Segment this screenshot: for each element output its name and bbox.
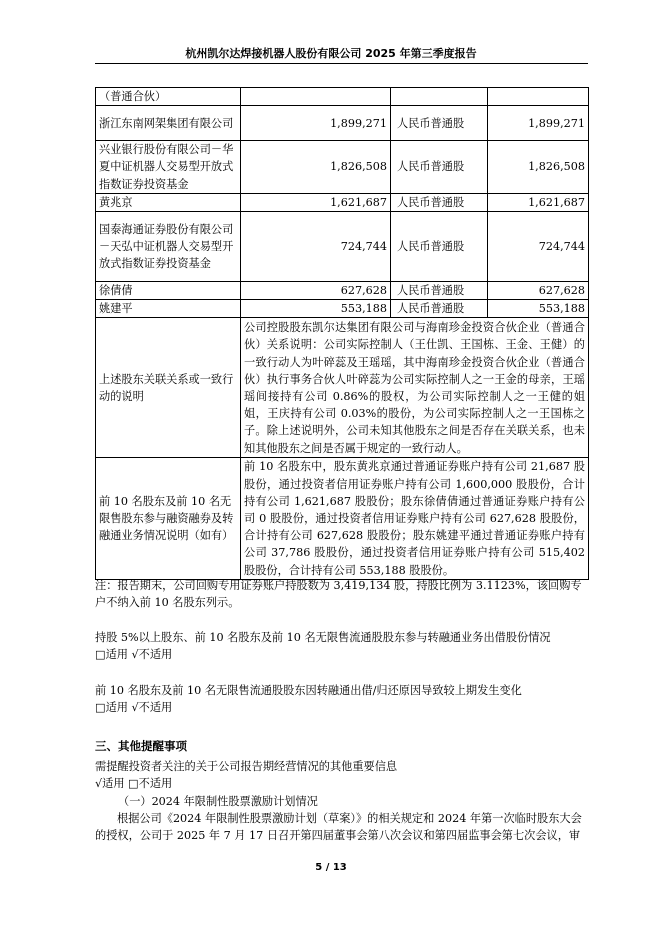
shares-held: 724,744 <box>241 212 391 282</box>
share-type: 人民币普通股 <box>391 282 488 300</box>
table-row <box>96 193 589 211</box>
section-title: 三、其他提醒事项 <box>95 739 187 753</box>
report-header-title: 杭州凯尔达焊接机器人股份有限公司 2025 年第三季度报告 <box>185 47 477 60</box>
table-row <box>96 212 589 282</box>
related-note-text: 公司控股股东凯尔达集团有限公司与海南珍金投资合伙企业（普通合伙）关系说明：公司实际控制人（王仕凯、王国栋、王金、王健）的一致行动人为叶碎蕊及王瑶瑶，其中海南珍金投资合伙企业（普通合伙）执行事务合伙人叶碎蕊为公司实际控制人之一王金的母亲，王瑶瑶间接持有公司 0.86%的股权，为公司实际控制人之一王健的姐姐，王庆持有公司 0.03%的股份，为公司实际控制人之一王国栋之子。除上述说明外，公司未知其他股东之间是否存在关联关系，也未知其他股东之间是否属于规定的一致行动人。 <box>241 318 589 458</box>
change-options: □适用 √不适用 <box>95 701 173 714</box>
shares-held: 1,826,508 <box>241 141 391 194</box>
shareholder-name: 徐倩倩 <box>96 282 241 300</box>
subsection-title: （一）2024 年限制性股票激励计划情况 <box>118 795 318 808</box>
shareholder-name: （普通合伙） <box>96 88 241 106</box>
shareholder-name: 黄兆京 <box>96 193 241 211</box>
related-note-label: 上述股东关联关系或一致行动的说明 <box>96 318 241 458</box>
share-type: 人民币普通股 <box>391 212 488 282</box>
shareholder-table <box>95 87 589 580</box>
shares-held: 1,621,687 <box>241 193 391 211</box>
table-row <box>96 88 589 106</box>
table-row <box>96 300 589 318</box>
shareholder-name: 兴业银行股份有限公司－华夏中证机器人交易型开放式指数证券投资基金 <box>96 141 241 194</box>
share-count: 1,826,508 <box>488 141 589 194</box>
shares-held: 1,899,271 <box>241 106 391 141</box>
share-count: 1,621,687 <box>488 193 589 211</box>
shares-held: 553,188 <box>241 300 391 318</box>
share-type: 人民币普通股 <box>391 300 488 318</box>
table-row <box>96 141 589 194</box>
table-row-margin-note <box>96 458 589 579</box>
repurchase-note: 注：报告期末，公司回购专用证券账户持股数为 3,419,134 股，持股比例为 3.1123%，该回购专户不纳入前 10 名股东列示。 <box>95 579 582 610</box>
section-options: √适用 □不适用 <box>95 777 173 790</box>
shares-held: 627,628 <box>241 282 391 300</box>
share-count <box>488 88 589 106</box>
lending-options: □适用 √不适用 <box>95 648 173 661</box>
page-number: 5 / 13 <box>315 862 347 873</box>
margin-note-label: 前 10 名股东及前 10 名无限售股东参与融资融券及转融通业务情况说明（如有） <box>96 458 241 579</box>
share-count: 627,628 <box>488 282 589 300</box>
share-type: 人民币普通股 <box>391 106 488 141</box>
table-row-related-note <box>96 318 589 458</box>
shareholder-name: 国泰海通证券股份有限公司－天弘中证机器人交易型开放式指数证券投资基金 <box>96 212 241 282</box>
share-type: 人民币普通股 <box>391 193 488 211</box>
header-rule <box>95 63 588 64</box>
shares-held <box>241 88 391 106</box>
table-row <box>96 106 589 141</box>
table-row <box>96 282 589 300</box>
lending-title: 持股 5%以上股东、前 10 名股东及前 10 名无限售流通股股东参与转融通业务出借股份情况 <box>95 631 551 644</box>
change-title: 前 10 名股东及前 10 名无限售流通股股东因转融通出借/归还原因导致较上期发生变化 <box>95 684 522 697</box>
share-count: 1,899,271 <box>488 106 589 141</box>
shareholder-name: 姚建平 <box>96 300 241 318</box>
share-type <box>391 88 488 106</box>
share-count: 553,188 <box>488 300 589 318</box>
shareholder-name: 浙江东南网架集团有限公司 <box>96 106 241 141</box>
section-intro: 需提醒投资者关注的关于公司报告期经营情况的其他重要信息 <box>95 760 398 773</box>
section-body: 根据公司《2024 年限制性股票激励计划（草案）》的相关规定和 2024 年第一次临时股东大会的授权，公司于 2025 年 7 月 17 日召开第四届董事会第八次会议和第四届监事会第七次会议，审 <box>95 812 582 843</box>
share-type: 人民币普通股 <box>391 141 488 194</box>
share-count: 724,744 <box>488 212 589 282</box>
margin-note-text: 前 10 名股东中，股东黄兆京通过普通证券账户持有公司 21,687 股股份，通过投资者信用证券账户持有公司 1,600,000 股股份，合计持有公司 1,621,687 股股份；股东徐倩倩通过普通证券账户持有公司 0 股股份，通过投资者信用证券账户持有公司 627,628 股股份，合计持有公司 627,628 股股份；股东姚建平通过普通证券账户持有公司 37,786 股股份，通过投资者信用证券账户持有公司 515,402 股股份，合计持有公司 553,188 股股份。 <box>241 458 589 579</box>
